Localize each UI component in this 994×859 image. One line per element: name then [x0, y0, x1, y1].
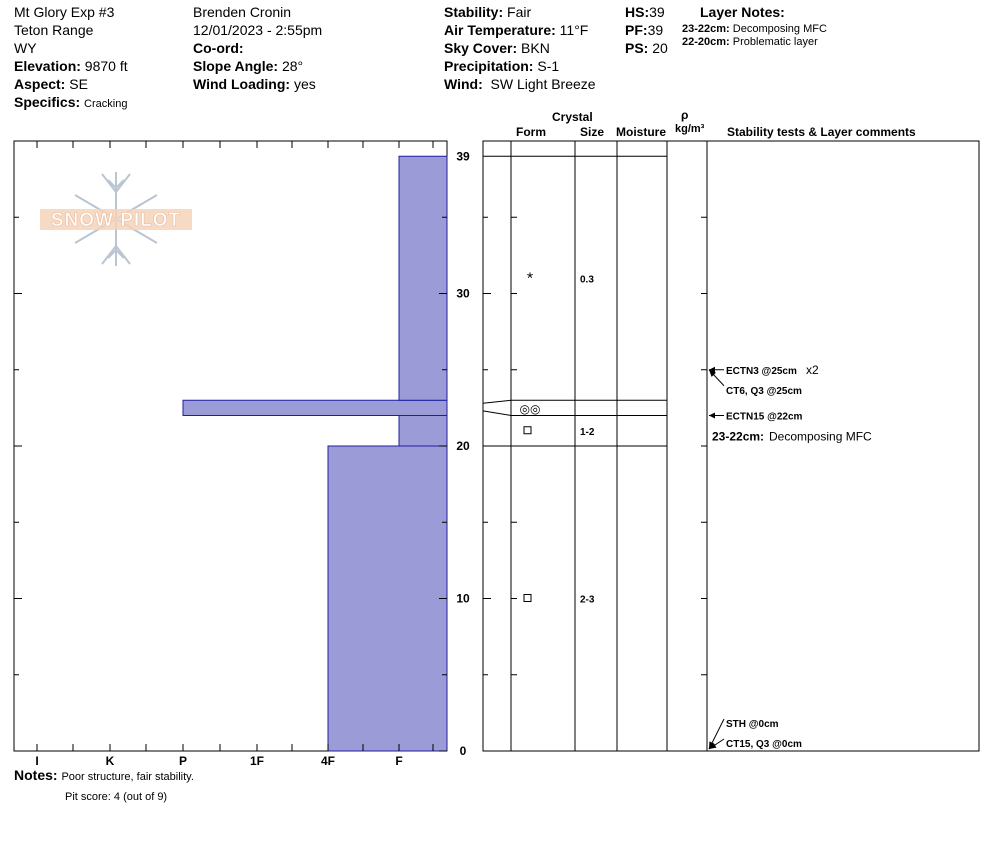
x-tick-label: I [35, 754, 39, 768]
crystal-header: Crystal [552, 110, 593, 124]
facet-crystal-icon [524, 595, 531, 602]
size-header: Size [580, 125, 605, 139]
slope-value: 28° [281, 58, 304, 74]
y-tick-label: 10 [456, 591, 470, 606]
x-tick-label: K [105, 754, 115, 768]
layer-comment-text: Decomposing MFC [769, 429, 872, 444]
notes-block-2 [65, 786, 167, 806]
y-tick-label: 20 [456, 439, 470, 453]
hs-value: 39 [649, 4, 665, 20]
x-tick-label: 1F [249, 754, 265, 768]
layer-note-item: 22-20cm: Problematic layer [682, 36, 818, 48]
logo-text: SNOW PILOT [50, 210, 182, 231]
stability-test-label: STH @0cm [726, 719, 779, 730]
crystal-size: 0.3 [580, 274, 594, 286]
hs-label: HS: [625, 4, 650, 20]
x-tick-label: 4F [320, 754, 336, 768]
aspect-label: Aspect: [14, 76, 66, 92]
layer-comments [712, 429, 872, 443]
elevation-label: Elevation: [14, 58, 81, 74]
hardness-bar [399, 416, 447, 447]
air-temp-label: Air Temperature: [444, 22, 556, 38]
crystal-form-icon: ◎◎ [519, 401, 541, 416]
snowpilot-logo [40, 172, 192, 266]
air-temp-value: 11°F [559, 22, 589, 38]
coord-label: Co-ord: [193, 40, 244, 56]
crystal-size: 1-2 [580, 426, 595, 438]
observer-name: Brenden Cronin [193, 4, 292, 20]
x-tick-label: P [178, 754, 188, 768]
stability-label: Stability: [444, 4, 504, 20]
pf-value: 39 [647, 22, 664, 38]
notes-label: Notes: [14, 767, 58, 783]
form-header: Form [516, 125, 546, 139]
layer-connector [483, 400, 511, 403]
y-tick-label: 39 [456, 149, 470, 164]
crystal-size: 2-3 [580, 594, 595, 606]
hardness-bars [183, 156, 447, 751]
elevation-value: 9870 ft [84, 58, 128, 74]
sky-label: Sky Cover: [444, 40, 518, 56]
wind-loading-label: Wind Loading: [193, 76, 291, 92]
stability-test-label: CT6, Q3 @25cm [726, 385, 802, 397]
crystal-rows [520, 270, 595, 605]
stability-test-extra: x2 [806, 362, 819, 377]
state-name: WY [14, 40, 37, 56]
ps-value: 20 [652, 40, 668, 56]
layer-notes-title: Layer Notes: [700, 4, 785, 20]
wind-label: Wind: [444, 76, 483, 92]
stability-tests [709, 363, 819, 750]
crystal-form-icon: * [526, 270, 534, 288]
layer-note-item: 23-22cm: Decomposing MFC [682, 23, 827, 35]
aspect-value: SE [69, 76, 88, 92]
y-tick-label: 0 [459, 744, 467, 758]
hardness-bar [183, 400, 447, 415]
precip-label: Precipitation: [444, 58, 534, 74]
hardness-bar [399, 156, 447, 400]
notes-line-2: Pit score: 4 (out of 9) [65, 791, 168, 803]
hardness-bar [328, 446, 447, 751]
notes-block [14, 766, 194, 786]
precip-value: S-1 [537, 58, 560, 74]
facet-crystal-icon [524, 427, 531, 434]
comments-header: Stability tests & Layer comments [727, 125, 916, 139]
observation-datetime: 12/01/2023 - 2:55pm [193, 22, 323, 38]
wind-value: SW Light Breeze [490, 76, 596, 92]
pit-name: Mt Glory Exp #3 [14, 4, 115, 20]
sky-value: BKN [521, 40, 550, 56]
stability-test-label: CT15, Q3 @0cm [726, 739, 802, 750]
layer-comment-range: 23-22cm: [712, 429, 765, 444]
specifics-value: Cracking [84, 98, 128, 110]
y-tick-label: 30 [456, 286, 470, 301]
stability-test-label: ECTN3 @25cm [726, 365, 797, 377]
range-name: Teton Range [14, 22, 94, 38]
notes-line-1: Poor structure, fair stability. [61, 771, 194, 783]
slope-label: Slope Angle: [193, 58, 279, 74]
moisture-header: Moisture [616, 125, 667, 139]
stability-test-label: ECTN15 @22cm [726, 411, 803, 423]
density-unit: kg/m³ [675, 123, 705, 135]
layer-connector [483, 411, 511, 416]
stability-value: Fair [507, 4, 532, 20]
specifics-label: Specifics: [14, 94, 81, 110]
x-tick-label: F [395, 754, 403, 768]
density-symbol: ρ [681, 108, 689, 122]
wind-loading-value: yes [293, 76, 316, 92]
test-arrow-head [709, 413, 715, 419]
ps-label: PS: [625, 40, 649, 56]
pf-label: PF: [625, 22, 648, 38]
